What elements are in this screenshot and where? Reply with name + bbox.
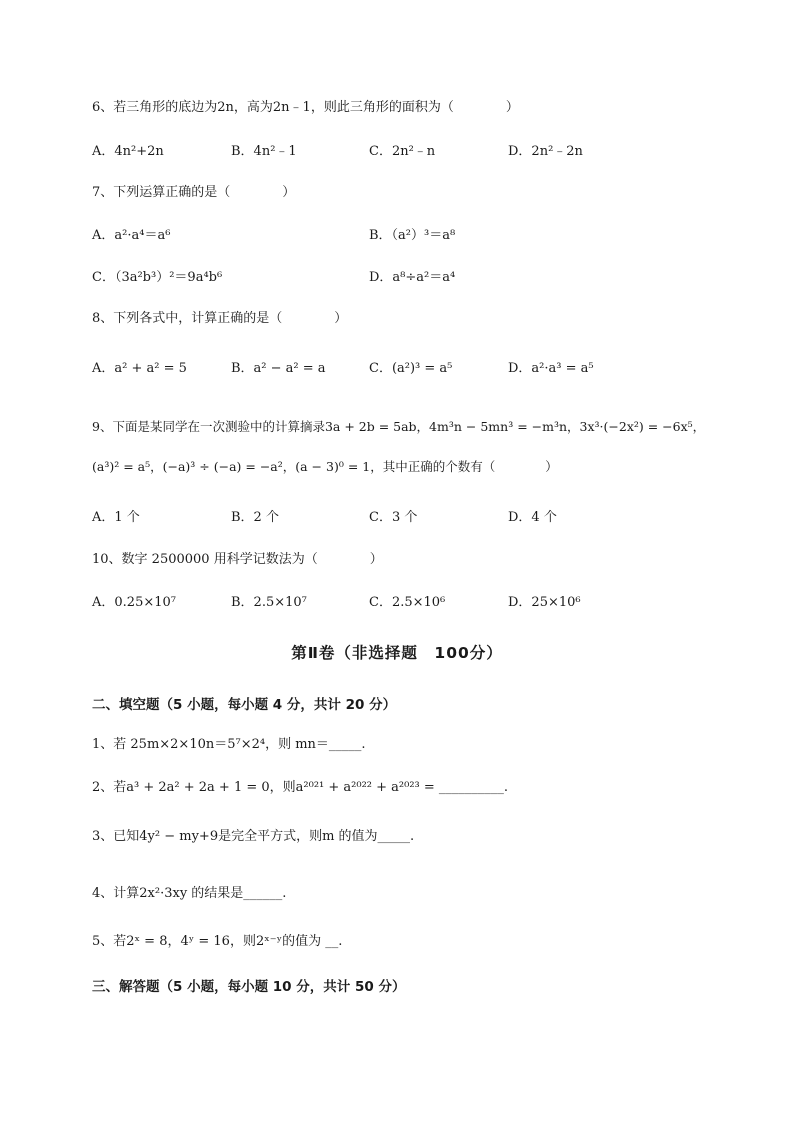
question-9-stem-line1: 9、下面是某同学在一次测验中的计算摘录3a + 2b = 5ab，4m³n − 5mn³ = −m³n，3x³·(−2x²) = −6x⁵， xyxy=(92,419,706,434)
question-6-option-c: C．2n²﹣n xyxy=(369,144,436,159)
question-7-option-c: C．（3a²b³）²＝9a⁴b⁶ xyxy=(92,270,223,285)
fill-question-3: 3、已知4y² − my+9是完全平方式，则m 的值为_____. xyxy=(92,829,415,844)
part-2-title: 第Ⅱ卷（非选择题 100分） xyxy=(291,644,503,662)
question-7-option-d: D．a⁸÷a²＝a⁴ xyxy=(369,270,456,285)
question-9-option-d: D．4 个 xyxy=(508,510,557,525)
question-9-option-c: C．3 个 xyxy=(369,510,418,525)
question-8-option-c: C．(a²)³ = a⁵ xyxy=(369,361,453,376)
question-10-option-a: A．0.25×10⁷ xyxy=(92,595,176,610)
question-6-option-b: B．4n²﹣1 xyxy=(231,144,297,159)
question-8-option-d: D．a²·a³ = a⁵ xyxy=(508,361,594,376)
question-8-option-a: A．a² + a² = 5 xyxy=(92,361,187,376)
question-9-option-a: A．1 个 xyxy=(92,510,140,525)
fill-question-2: 2、若a³ + 2a² + 2a + 1 = 0，则a²⁰²¹ + a²⁰²² + a²⁰²³ = __________. xyxy=(92,780,509,795)
question-10-stem: 10、数字 2500000 用科学记数法为（ ） xyxy=(92,552,383,567)
section-2-heading: 二、填空题（5 小题，每小题 4 分，共计 20 分） xyxy=(92,697,397,713)
fill-question-5: 5、若2ˣ = 8，4ʸ = 16，则2ˣ⁻ʸ的值为 __. xyxy=(92,934,343,949)
question-6-option-d: D．2n²﹣2n xyxy=(508,144,583,159)
fill-question-4: 4、计算2x²·3xy 的结果是______. xyxy=(92,886,287,901)
question-10-option-c: C．2.5×10⁶ xyxy=(369,595,446,610)
question-7-stem: 7、下列运算正确的是（ ） xyxy=(92,185,296,200)
question-10-option-b: B．2.5×10⁷ xyxy=(231,595,307,610)
fill-question-1: 1、若 25m×2×10n＝5⁷×2⁴，则 mn＝_____. xyxy=(92,737,366,752)
question-8-option-b: B．a² − a² = a xyxy=(231,361,326,376)
question-7-option-b: B．（a²）³＝a⁸ xyxy=(369,228,456,243)
section-3-heading: 三、解答题（5 小题，每小题 10 分，共计 50 分） xyxy=(92,979,406,995)
question-7-option-a: A．a²·a⁴＝a⁶ xyxy=(92,228,171,243)
question-6-option-a: A．4n²+2n xyxy=(92,144,164,159)
question-10-option-d: D．25×10⁶ xyxy=(508,595,581,610)
question-9-option-b: B．2 个 xyxy=(231,510,279,525)
question-6-stem: 6、若三角形的底边为2n，高为2n﹣1，则此三角形的面积为（ ） xyxy=(92,100,519,115)
question-8-stem: 8、下列各式中，计算正确的是（ ） xyxy=(92,311,348,326)
question-9-stem-line2: (a³)² = a⁵，(−a)³ ÷ (−a) = −a²，(a − 3)⁰ = 1，其中正确的个数有（ ） xyxy=(92,459,558,474)
